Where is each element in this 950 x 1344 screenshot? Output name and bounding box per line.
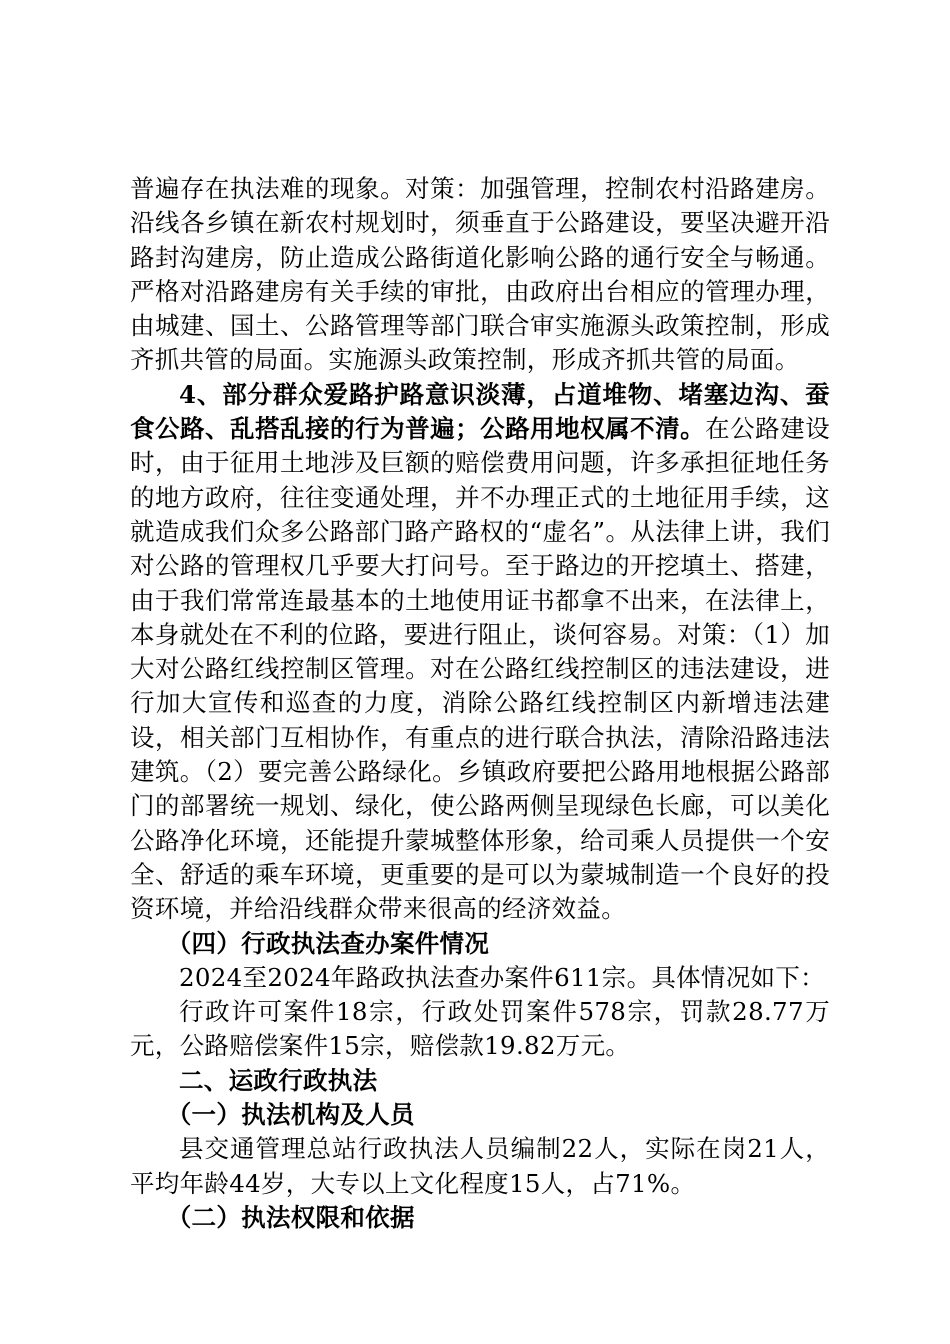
document-page [130,172,830,1235]
paragraph-road-protection [130,378,830,927]
paragraph-road-construction: 普遍存在执法难的现象。对策：加强管理，控制农村沿路建房。沿线各乡镇在新农村规划时，须垂直于公路建设，要坚决避开沿路封沟建房，防止造成公路街道化影响公路的通行安全与畅通。严格对沿路建房有关手续的审批，由政府出台相应的管理办理，由城建、国土、公路管理等部门联合审实施源头政策控制，形成齐抓共管的局面。实施源头政策控制，形成齐抓共管的局面。 [130,174,830,375]
section-heading-agency-staff: （一）执法机构及人员 [166,1100,415,1130]
section-heading-case-handling: （四）行政执法查办案件情况 [166,928,490,958]
paragraph-case-details: 行政许可案件18宗，行政处罚案件578宗，罚款28.77万元，公路赔偿案件15宗，赔偿款19.82万元。 [130,997,830,1061]
paragraph-body-text: 在公路建设时，由于征用土地涉及巨额的赔偿费用问题，许多承担征地任务的地方政府，往往变通处理，并不办理正式的土地征用手续，这就造成我们众多公路部门路产路权的“虚名”。从法律上讲，我们对公路的管理权几乎要大打问号。至于路边的开挖填土、搭建，由于我们常常连最基本的土地使用证书都拿不出来，在法律上，本身就处在不利的位路，要进行阻止，谈何容易。对策：（1）加大对公路红线控制区管理。对在公路红线控制区的违法建设，进行加大宣传和巡查的力度，消除公路红线控制区内新增违法建设，相关部门互相协作，有重点的进行联合执法，清除沿路违法建筑。（2）要完善公路绿化。乡镇政府要把公路用地根据公路部门的部署统一规划、绿化，使公路两侧呈现绿色长廊，可以美化公路净化环境，还能提升蒙城整体形象，给司乘人员提供一个安全、舒适的乘车环境，更重要的是可以为蒙城制造一个良好的投资环境，并给沿线群众带来很高的经济效益。 [130,414,831,924]
section-heading-authority-basis: （二）执法权限和依据 [166,1202,415,1232]
paragraph-case-count: 2024至2024年路政执法查办案件611宗。具体情况如下： [179,962,825,992]
section-heading-transport-enforcement: 二、运政行政执法 [179,1065,378,1095]
paragraph-staff-details: 县交通管理总站行政执法人员编制22人，实际在岗21人，平均年龄44岁，大专以上文化程度15人，占71%。 [130,1134,830,1198]
paragraph-bold-lead: 4、部分群众爱路护路意识淡薄，占道堆物、堵塞边沟、蚕食公路、乱搭乱接的行为普遍；公路用地权属不清。 [130,379,830,444]
